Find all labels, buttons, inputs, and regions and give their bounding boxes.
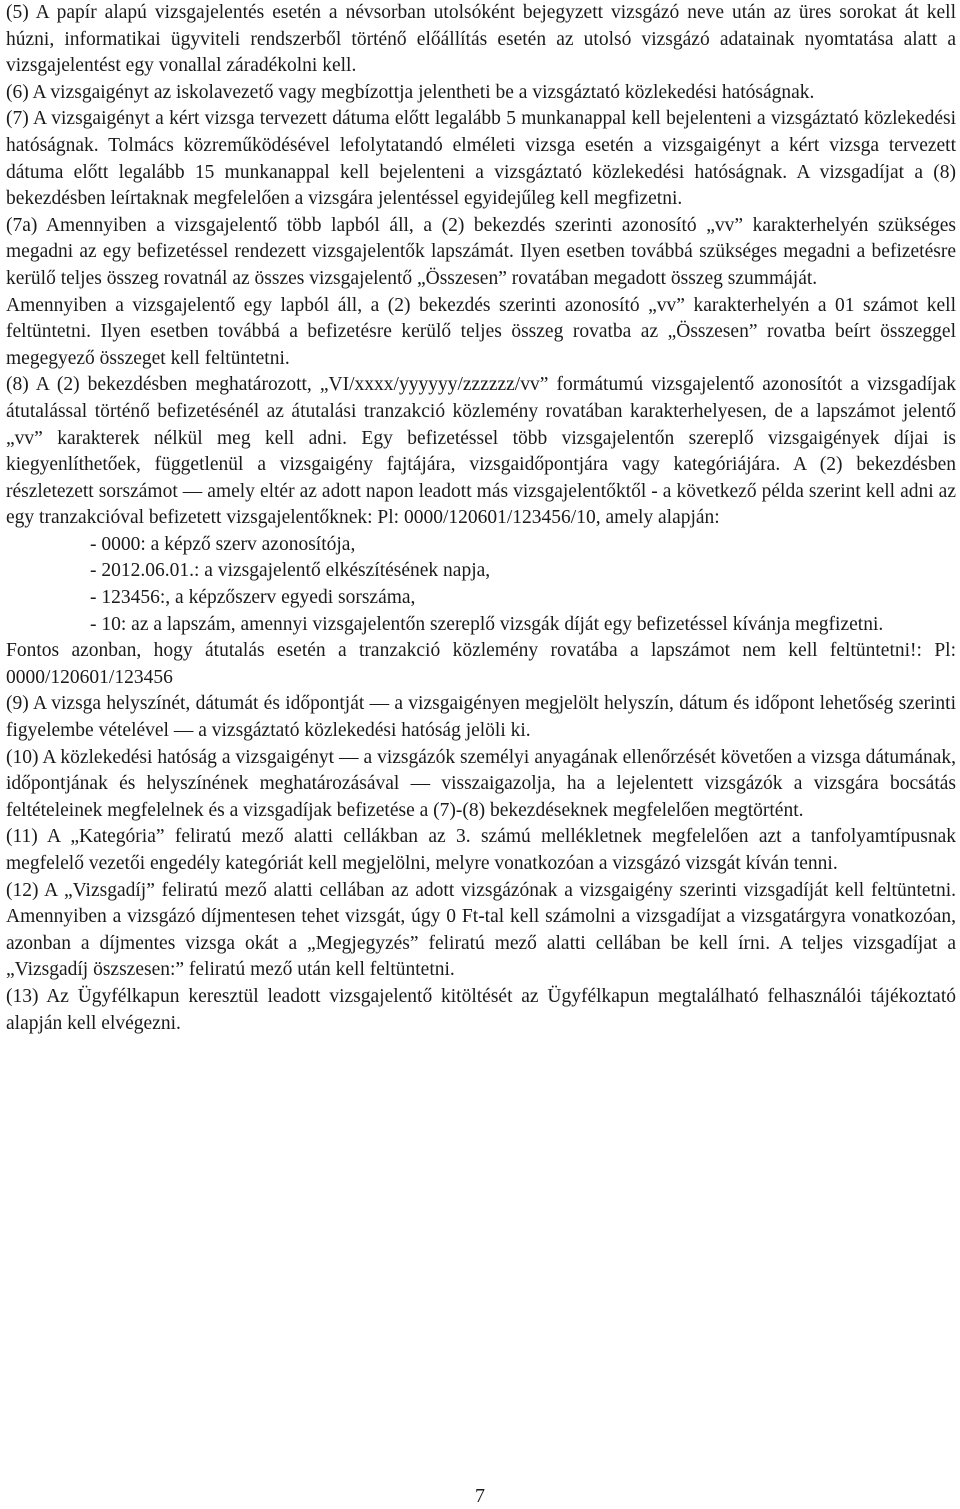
page-number: 7 xyxy=(475,1485,485,1507)
paragraph-7: (7) A vizsgaigényt a kért vizsga tervezett dátuma előtt legalább 5 munkanappal kell bejelenteni a vizsgáztató közlekedési hatóságnak. Tolmács közreműködésével lefolytatandó elméleti vizsga esetén a vizsgaigényt a kért vizsga tervezett dátuma előtt legalább 15 munkanappal kell bejelenteni a vizsgáztató közlekedési hatóságnak. A vizsgadíjat a (8) bekezdésben leírtaknak megfelelően a vizsgára jelentéssel egyidejűleg kell megfizetni. xyxy=(6,108,956,210)
note-paragraph: Fontos azonban, hogy átutalás esetén a tranzakció közlemény rovatába a lapszámot nem kell feltüntetni!: Pl: 0000/120601/123456 xyxy=(6,640,956,688)
list-item: - 0000: a képző szerv azonosítója, xyxy=(90,533,356,555)
list-item: - 2012.06.01.: a vizsgajelentő elkészítésének napja, xyxy=(90,560,491,582)
paragraph-9: (9) A vizsga helyszínét, dátumát és időpontját ― a vizsgaigényen megjelölt helyszín, dátum és időpont lehetőség szerinti figyelembe vételével ― a vizsgáztató közlekedési hatóság jelöli ki. xyxy=(6,693,956,742)
example-breakdown-list xyxy=(6,532,956,638)
document-body xyxy=(6,0,956,1037)
paragraph-6: (6) A vizsgaigényt az iskolavezető vagy megbízottja jelentheti be a vizsgáztató közlekedési hatóságnak. xyxy=(6,81,815,103)
paragraph-10: (10) A közlekedési hatóság a vizsgaigényt ― a vizsgázók személyi anyagának ellenőrzését követően a vizsga dátumának, időpontjának és helyszínének meghatározásával ― visszaigazolja, ha a lejelentett vizsgázók a vizsgára bocsátás feltételeinek megfelelnek és a vizsgadíjak befizetése a (7)-(8) bekezdéseknek megfelelően megtörtént. xyxy=(6,746,956,821)
paragraph-13: (13) Az Ügyfélkapun keresztül leadott vizsgajelentő kitöltését az Ügyfélkapun megtalálható felhasználói tájékoztató alapján kell elvégezni. xyxy=(6,985,956,1034)
paragraph-12: (12) A „Vizsgadíj” feliratú mező alatti cellában az adott vizsgázónak a vizsgaigény szerinti vizsgadíját kell feltüntetni. Amennyiben a vizsgázó díjmentesen tehet vizsgát, úgy 0 Ft-tal kell számolni a vizsgadíjat a vizsgatárgyra vonatkozóan, azonban a díjmentes vizsga okát a „Megjegyzés” feliratú mező alatti cellában be kell írni. A teljes vizsgadíjat a „Vizsgadíj öszszesen:” feliratú mező után kell feltüntetni. xyxy=(6,879,956,981)
list-item: - 10: az a lapszám, amennyi vizsgajelentőn szereplő vizsgák díját egy befizetéssel kívánja megfizetni. xyxy=(90,613,884,635)
paragraph-7a-continued: Amennyiben a vizsgajelentő egy lapból áll, a (2) bekezdés szerinti azonosító „vv” karakterhelyén a 01 számot kell feltüntetni. Ilyen esetben továbbá a befizetésre kerülő teljes összeg rovatba az „Összesen” rovatba beírt összeggel megegyező összeget kell feltüntetni. xyxy=(6,294,956,369)
paragraph-7a: (7a) Amennyiben a vizsgajelentő több lapból áll, a (2) bekezdés szerinti azonosító „vv” karakterhelyén szükséges megadni az egy befizetéssel rendezett vizsgajelentők lapszámát. Ilyen esetben továbbá szükséges megadni a befizetésre kerülő teljes összeg rovatnál az összes vizsgajelentő „Összesen” rovatában megadott összeg szummáját. xyxy=(6,214,956,289)
list-item: - 123456:, a képzőszerv egyedi sorszáma, xyxy=(90,587,416,609)
paragraph-5: (5) A papír alapú vizsgajelentés esetén a névsorban utolsóként bejegyzett vizsgázó neve után az üres sorokat át kell húzni, informatikai ügyviteli rendszerből történő előállítás esetén az utolsó vizsgázó adatainak nyomtatása alatt a vizsgajelentést egy vonallal záradékolni kell. xyxy=(6,2,956,77)
paragraph-11: (11) A „Kategória” feliratú mező alatti cellákban az 3. számú mellékletnek megfelelően azt a tanfolyamtípusnak megfelelő vezetői engedély kategóriát kell megjelölni, melyre vonatkozóan a vizsgázó vizsgát kíván tenni. xyxy=(6,826,956,874)
paragraph-8: (8) A (2) bekezdésben meghatározott, „VI/xxxx/yyyyyy/zzzzzz/vv” formátumú vizsgajelentő azonosítót a vizsgadíjak átutalással történő befizetésénél az átutalási tranzakció közlemény rovatában karakterhelyesen, de a lapszámot jelentő „vv” karakterek nélkül meg kell adni. Egy befizetéssel több vizsgajelentőn szereplő vizsgaigények díjai is kiegyenlíthetőek, függetlenül a vizsgaigény fajtájára, vizsgaidőpontjára vagy kategóriájára. A (2) bekezdésben részletezett sorszámot ― amely eltér az adott napon leadott más vizsgajelentőktől - a következő példa szerint kell adni az egy tranzakcióval befizetett vizsgajelentőknek: Pl: 0000/120601/123456/10, amely alapján: xyxy=(6,374,956,529)
